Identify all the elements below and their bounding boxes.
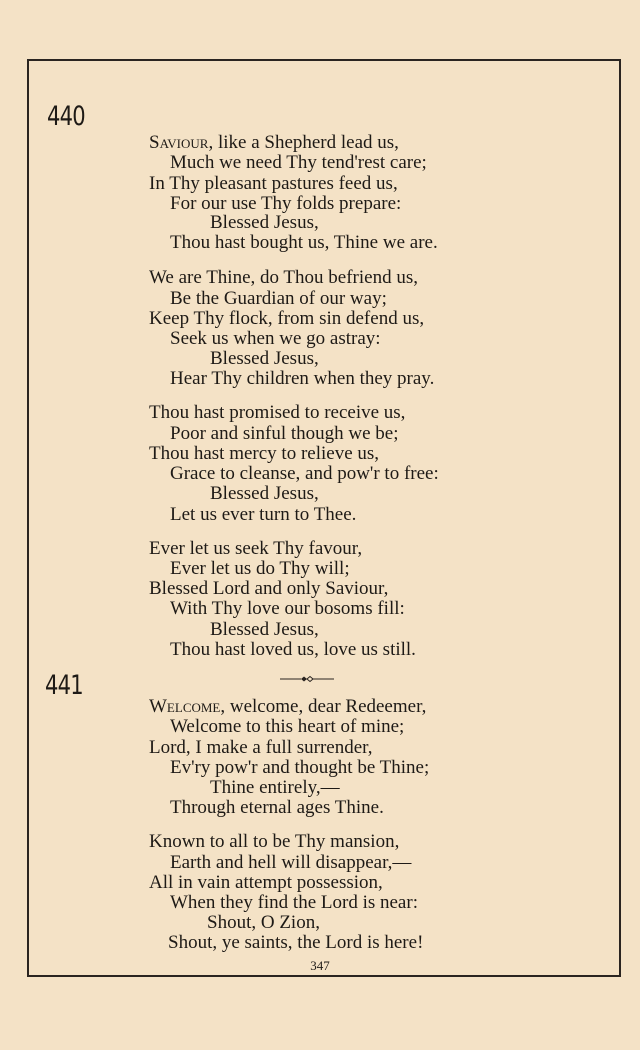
hymn-line: For our use Thy folds prepare: <box>170 193 402 214</box>
hymn-line: Welcome to this heart of mine; <box>170 716 405 737</box>
hymn-line: We are Thine, do Thou befriend us, <box>149 267 418 288</box>
hymn-line: Seek us when we go astray: <box>170 328 381 349</box>
hymn-line: Hear Thy children when they pray. <box>170 368 435 389</box>
hymn-line: In Thy pleasant pastures feed us, <box>149 173 398 194</box>
separator-ornament <box>280 674 334 684</box>
hymn-line: Blessed Jesus, <box>210 212 319 233</box>
hymn-line: All in vain attempt possession, <box>149 872 383 893</box>
hymn-line: Known to all to be Thy mansion, <box>149 831 400 852</box>
page-number: 347 <box>310 958 330 973</box>
hymn-line: Blessed Lord and only Saviour, <box>149 578 389 599</box>
hymn-line: Through eternal ages Thine. <box>170 797 384 818</box>
hymn-line: Thou hast promised to receive us, <box>149 402 406 423</box>
hymn-line: Keep Thy flock, from sin defend us, <box>149 308 425 329</box>
hymn-line: Ev'ry pow'r and thought be Thine; <box>170 757 430 778</box>
hymn-line: Thou hast mercy to relieve us, <box>149 443 380 464</box>
hymn-line: Thine entirely,— <box>210 777 340 798</box>
hymn-line: Shout, O Zion, <box>207 912 320 933</box>
hymn-line: Be the Guardian of our way; <box>170 288 387 309</box>
hymn-line: Earth and hell will disappear,— <box>170 852 412 873</box>
hymn-line: Lord, I make a full surrender, <box>149 737 373 758</box>
hymn-line: Thou hast loved us, love us still. <box>170 639 416 660</box>
hymn-line: Grace to cleanse, and pow'r to free: <box>170 463 439 484</box>
hymn-line: When they find the Lord is near: <box>170 892 418 913</box>
hymn-line: Saviour, like a Shepherd lead us, <box>149 132 399 153</box>
hymn-line: Thou hast bought us, Thine we are. <box>170 232 438 253</box>
hymn-line: Much we need Thy tend'rest care; <box>170 152 427 173</box>
hymn-line: Shout, ye saints, the Lord is here! <box>168 932 424 953</box>
hymn-line: Ever let us seek Thy favour, <box>149 538 363 559</box>
hymn-number-441: 441 <box>45 670 83 701</box>
hymn-line: Let us ever turn to Thee. <box>170 504 357 525</box>
hymn-line: Blessed Jesus, <box>210 619 319 640</box>
hymn-line: Blessed Jesus, <box>210 483 319 504</box>
hymn-first-word: Saviour <box>149 132 209 153</box>
hymn-first-word: Welcome <box>149 696 221 717</box>
hymn-number-440: 440 <box>47 101 85 132</box>
hymn-line: Poor and sinful though we be; <box>170 423 399 444</box>
hymn-line: Welcome, welcome, dear Redeemer, <box>149 696 427 717</box>
hymn-line: With Thy love our bosoms fill: <box>170 598 405 619</box>
hymn-line: Blessed Jesus, <box>210 348 319 369</box>
hymn-line: Ever let us do Thy will; <box>170 558 350 579</box>
